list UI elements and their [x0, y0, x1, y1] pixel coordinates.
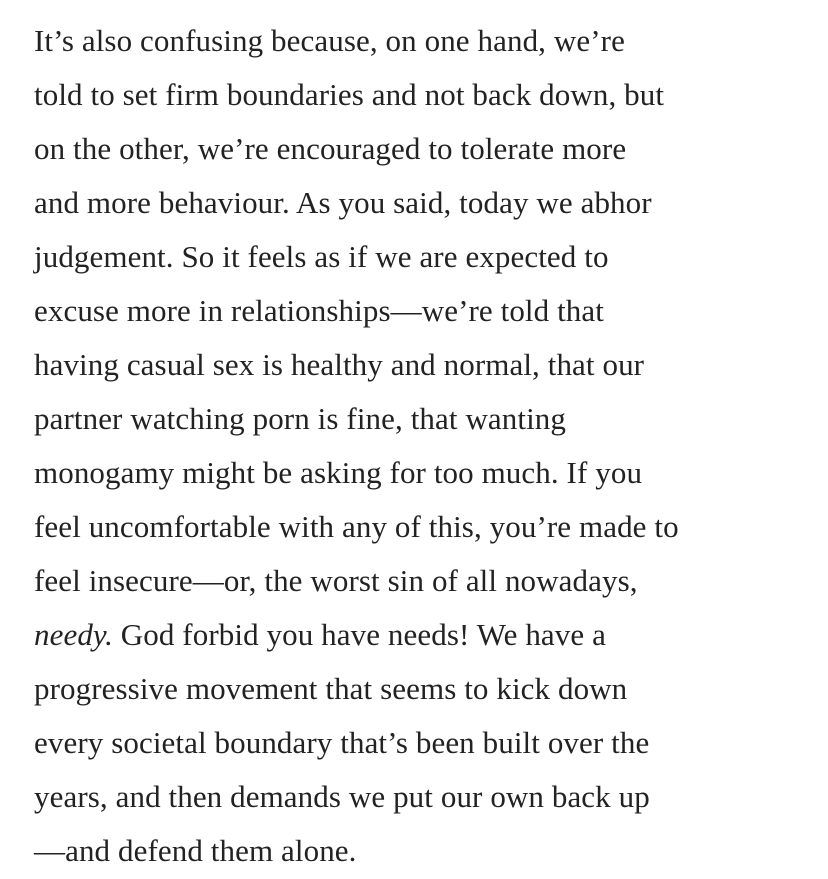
text-line: partner watching porn is fine, that wanting [34, 401, 567, 436]
text-line: every societal boundary that’s been built over the [34, 725, 650, 760]
emphasis-needy: needy. [34, 617, 113, 652]
text-line: having casual sex is healthy and normal, that our [34, 347, 645, 382]
text-line: It’s also confusing because, on one hand, we’re [34, 23, 625, 58]
text-line: excuse more in relationships—we’re told that [34, 293, 604, 328]
text-line-rest: God forbid you have needs! We have a [112, 617, 606, 652]
text-line: years, and then demands we put our own back up [34, 779, 650, 814]
text-line: monogamy might be asking for too much. If you [34, 455, 643, 490]
text-line: —and defend them alone. [34, 833, 357, 868]
body-paragraph [34, 14, 824, 878]
text-line: feel uncomfortable with any of this, you’re made to [34, 509, 679, 544]
text-line [34, 608, 824, 662]
text-line: on the other, we’re encouraged to tolerate more [34, 131, 627, 166]
text-line: feel insecure—or, the worst sin of all nowadays, [34, 563, 638, 598]
text-line: progressive movement that seems to kick down [34, 671, 628, 706]
text-line: judgement. So it feels as if we are expected to [34, 239, 609, 274]
text-line: and more behaviour. As you said, today we abhor [34, 185, 652, 220]
text-line: told to set firm boundaries and not back down, but [34, 77, 665, 112]
